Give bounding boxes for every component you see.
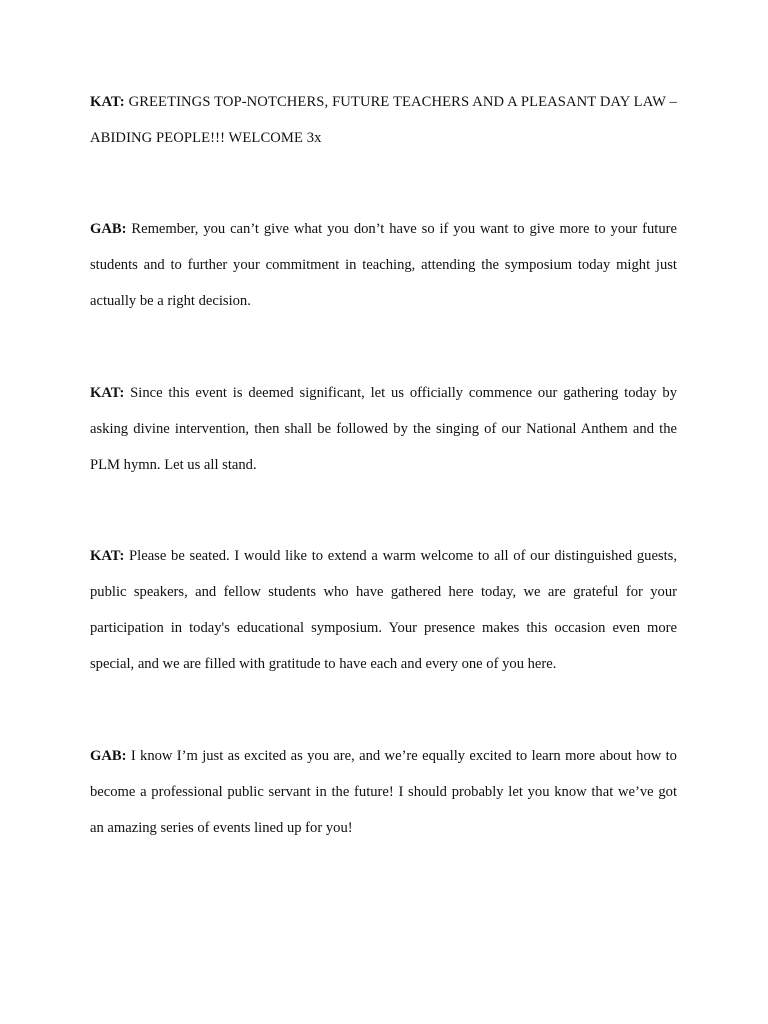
script-paragraph <box>90 538 677 682</box>
dialogue-text: Please be seated. I would like to extend a warm welcome to all of our distinguished guests, public speakers, and fellow students who have gathered here today, we are grateful for your participation in today's educational symposium. Your presence makes this occasion even more special, and we are filled with gratitude to have each and every one of you here. <box>90 548 677 672</box>
speaker-label: KAT: <box>90 385 125 401</box>
script-paragraph <box>90 211 677 319</box>
script-paragraph <box>90 84 677 156</box>
speaker-label: GAB: <box>90 748 127 764</box>
speaker-label: KAT: <box>90 548 125 564</box>
speaker-label: KAT: <box>90 94 125 110</box>
dialogue-text: Remember, you can’t give what you don’t have so if you want to give more to your future students and to further your commitment in teaching, attending the symposium today might just actually be a right decision. <box>90 221 677 309</box>
script-paragraph <box>90 375 677 483</box>
dialogue-text: I know I’m just as excited as you are, and we’re equally excited to learn more about how to become a professional public servant in the future! I should probably let you know that we’ve got an amazing series of events lined up for you! <box>90 748 677 836</box>
script-paragraph <box>90 738 677 846</box>
dialogue-text: Since this event is deemed significant, let us officially commence our gathering today by asking divine intervention, then shall be followed by the singing of our National Anthem and the PLM hymn. Let us all stand. <box>90 385 677 473</box>
speaker-label: GAB: <box>90 221 127 237</box>
dialogue-text: GREETINGS TOP-NOTCHERS, FUTURE TEACHERS AND A PLEASANT DAY LAW – ABIDING PEOPLE!!! WELCOME 3x <box>90 94 678 146</box>
